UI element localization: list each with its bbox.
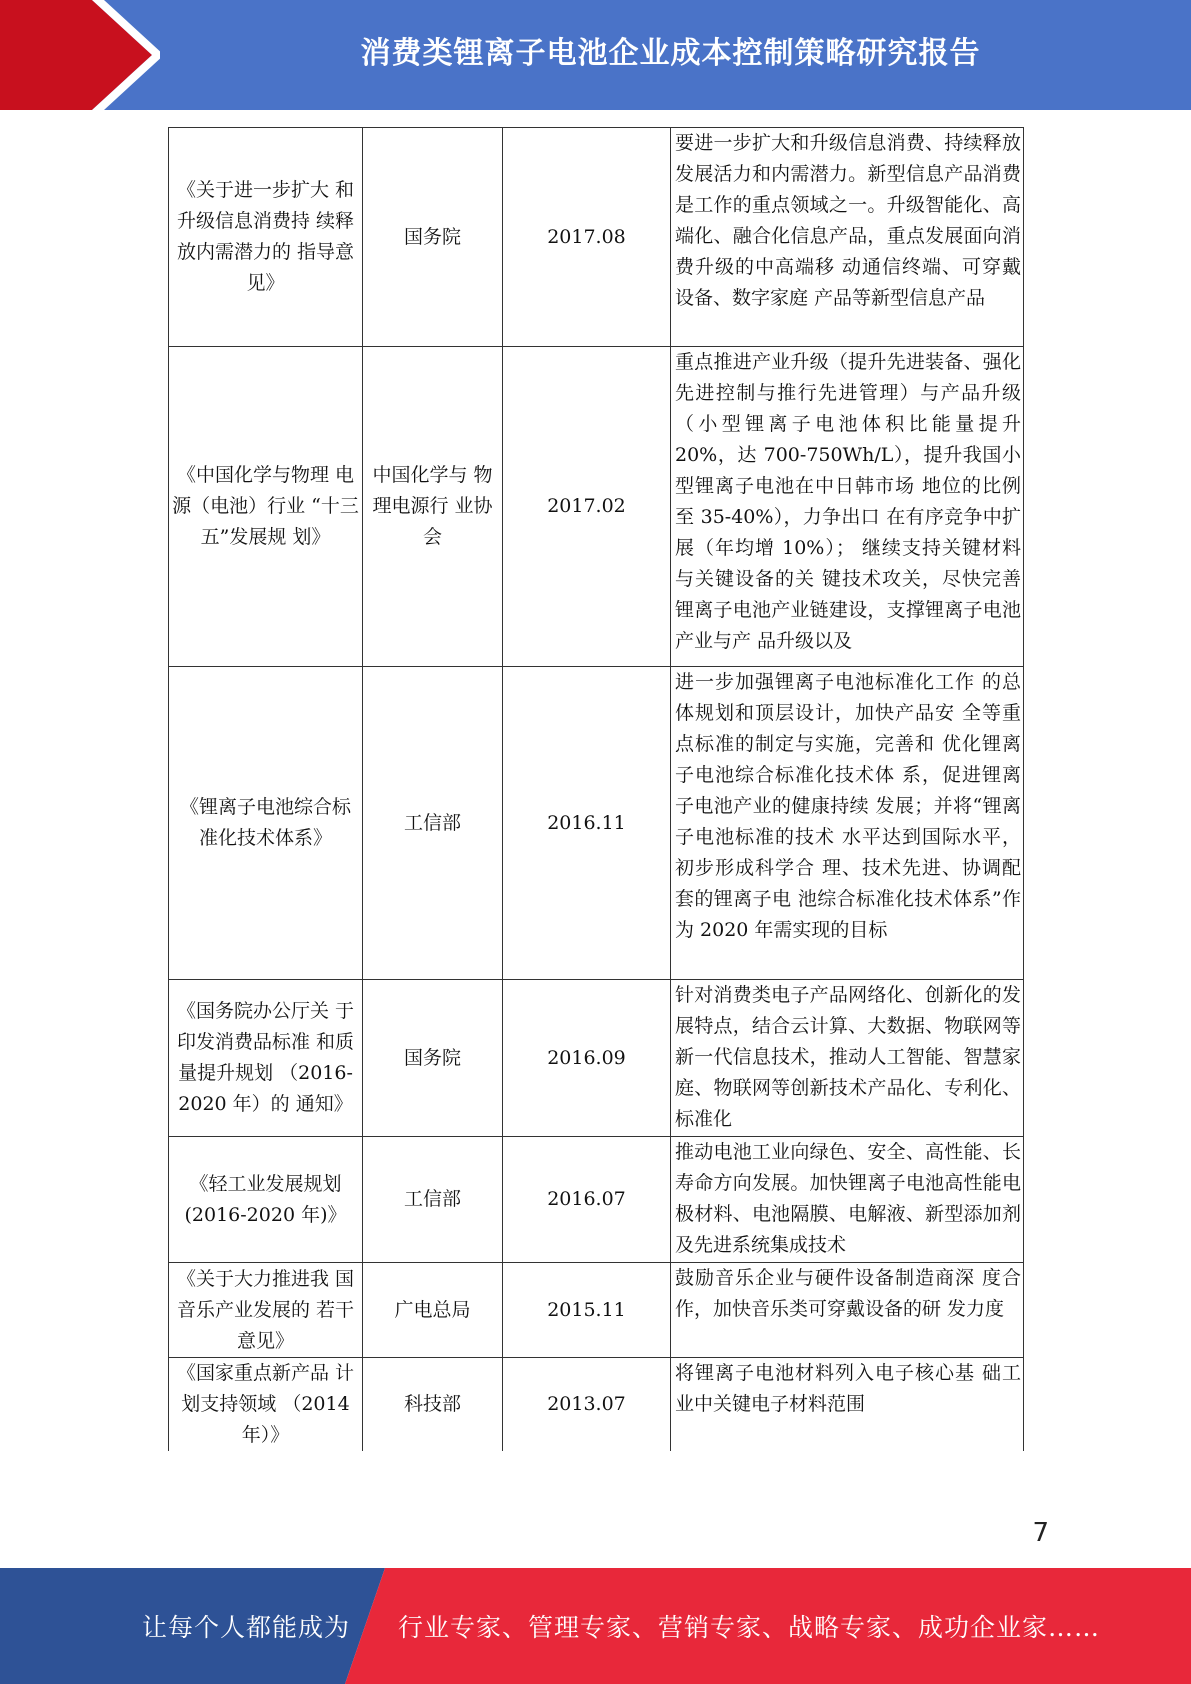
policy-name-cell: 《国务院办公厅关 于印发消费品标准 和质量提升规划 （2016-2020 年）的 通知》 [169, 980, 363, 1137]
table-row [169, 128, 1024, 347]
page-number: 7 [1032, 1518, 1049, 1548]
issue-date-cell: 2013.07 [503, 1358, 671, 1452]
page-header [0, 0, 1191, 110]
table-row [169, 347, 1024, 667]
footer-slogan-lead: 让每个人都能成为 [142, 1613, 351, 1642]
issuing-org-cell: 科技部 [363, 1358, 503, 1452]
policy-content-cell: 将锂离子电池材料列入电子核心基 础工业中关键电子材料范围 [671, 1358, 1024, 1452]
issue-date-cell: 2015.11 [503, 1263, 671, 1358]
policy-name-cell: 《锂离子电池综合标准化技术体系》 [169, 667, 363, 980]
table-row [169, 1358, 1024, 1452]
policy-content-cell: 进一步加强锂离子电池标准化工作 的总体规划和顶层设计，加快产品安 全等重点标准的制定与实施，完善和 优化锂离子电池综合标准化技术体 系，促进锂离子电池产业的健康持续 发展；并将“锂离子电池标准的技术 水平达到国际水平，初步形成科学合 理、技术先进、协调配套的锂离子电 池综合标准化技术体系”作为 2020 年需实现的目标 [671, 667, 1024, 980]
issue-date-cell: 2016.11 [503, 667, 671, 980]
policy-content-cell: 重点推进产业升级（提升先进装备、强化先进控制与推行先进管理）与产品升级（小型锂离子电池体积比能量提升 20%，达 700-750Wh/L），提升我国小型锂离子电池在中日韩市场 地位的比例至 35-40%），力争出口 在有序竞争中扩展（年均增 10%）； 继续支持关键材料与关键设备的关 键技术攻关，尽快完善锂离子电池产业链建设，支撑锂离子电池产业与产 品升级以及 [671, 347, 1024, 667]
policy-content-cell: 针对消费类电子产品网络化、创新化的发展特点，结合云计算、大数据、物联网等新一代信息技术，推动人工智能、智慧家庭、物联网等创新技术产品化、专利化、标准化 [671, 980, 1024, 1137]
policy-name-cell: 《轻工业发展规划 (2016-2020 年)》 [169, 1137, 363, 1263]
policy-name-cell: 《关于进一步扩大 和升级信息消费持 续释放内需潜力的 指导意见》 [169, 128, 363, 347]
policy-content-cell: 要进一步扩大和升级信息消费、持续释放发展活力和内需潜力。新型信息产品消费是工作的重点领域之一。升级智能化、高端化、融合化信息产品，重点发展面向消费升级的中高端移 动通信终端、可穿戴设备、数字家庭 产品等新型信息产品 [671, 128, 1024, 347]
policy-name-cell: 《中国化学与物理 电源（电池）行业 “十三五”发展规 划》 [169, 347, 363, 667]
policy-name-cell: 《国家重点新产品 计划支持领域 （2014 年）》 [169, 1358, 363, 1452]
issue-date-cell: 2017.02 [503, 347, 671, 667]
issue-date-cell: 2016.09 [503, 980, 671, 1137]
report-title: 消费类锂离子电池企业成本控制策略研究报告 [360, 36, 981, 71]
issuing-org-cell: 中国化学与 物理电源行 业协会 [363, 347, 503, 667]
policy-content-cell: 鼓励音乐企业与硬件设备制造商深 度合作，加快音乐类可穿戴设备的研 发力度 [671, 1263, 1024, 1358]
footer-slogan-roles: 行业专家、管理专家、营销专家、战略专家、成功企业家…… [398, 1613, 1101, 1642]
table-row [169, 1137, 1024, 1263]
policy-name-cell: 《关于大力推进我 国音乐产业发展的 若干意见》 [169, 1263, 363, 1358]
red-chevron-decoration [0, 0, 160, 110]
issuing-org-cell: 国务院 [363, 980, 503, 1137]
table-row [169, 980, 1024, 1137]
issuing-org-cell: 工信部 [363, 1137, 503, 1263]
page-footer [0, 1568, 1191, 1684]
issuing-org-cell: 国务院 [363, 128, 503, 347]
policy-content-cell: 推动电池工业向绿色、安全、高性能、长寿命方向发展。加快锂离子电池高性能电极材料、电池隔膜、电解液、新型添加剂及先进系统集成技术 [671, 1137, 1024, 1263]
issue-date-cell: 2017.08 [503, 128, 671, 347]
issuing-org-cell: 工信部 [363, 667, 503, 980]
issuing-org-cell: 广电总局 [363, 1263, 503, 1358]
policy-table [168, 127, 1024, 1451]
table-row [169, 667, 1024, 980]
table-row [169, 1263, 1024, 1358]
issue-date-cell: 2016.07 [503, 1137, 671, 1263]
